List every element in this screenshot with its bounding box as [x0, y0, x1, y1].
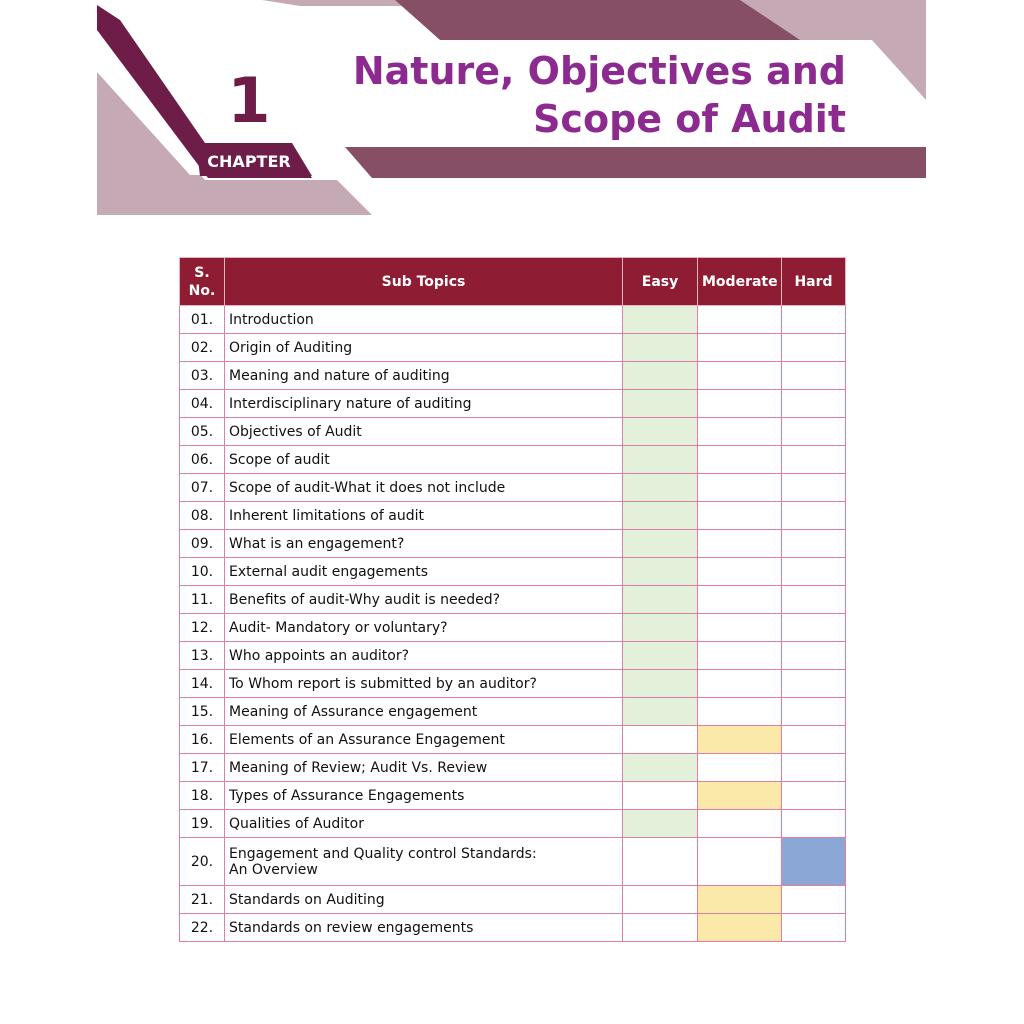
difficulty-easy-cell — [623, 782, 698, 810]
difficulty-easy-cell — [623, 362, 698, 390]
difficulty-moderate-cell — [698, 334, 782, 362]
row-number: 09. — [180, 530, 225, 558]
difficulty-moderate-cell — [698, 914, 782, 942]
difficulty-hard-cell — [782, 502, 846, 530]
row-topic: Engagement and Quality control Standards: An Overview — [225, 838, 623, 886]
difficulty-hard-cell — [782, 418, 846, 446]
row-number: 11. — [180, 586, 225, 614]
table-row — [180, 642, 846, 670]
row-topic: Audit- Mandatory or voluntary? — [225, 614, 623, 642]
row-topic: Who appoints an auditor? — [225, 642, 623, 670]
table-row — [180, 334, 846, 362]
difficulty-easy-cell — [623, 886, 698, 914]
row-topic: Standards on Auditing — [225, 886, 623, 914]
difficulty-hard-cell — [782, 726, 846, 754]
table-body — [180, 306, 846, 942]
difficulty-easy-cell — [623, 586, 698, 614]
difficulty-easy-cell — [623, 334, 698, 362]
row-topic: Inherent limitations of audit — [225, 502, 623, 530]
difficulty-easy-cell — [623, 810, 698, 838]
difficulty-moderate-cell — [698, 754, 782, 782]
row-number: 16. — [180, 726, 225, 754]
difficulty-hard-cell — [782, 306, 846, 334]
row-topic: Meaning and nature of auditing — [225, 362, 623, 390]
difficulty-hard-cell — [782, 642, 846, 670]
table-row — [180, 754, 846, 782]
row-number: 05. — [180, 418, 225, 446]
table-row — [180, 726, 846, 754]
difficulty-moderate-cell — [698, 418, 782, 446]
difficulty-easy-cell — [623, 726, 698, 754]
chapter-header-graphic — [0, 0, 1024, 230]
header-sno: S. No. — [180, 258, 225, 306]
difficulty-easy-cell — [623, 642, 698, 670]
header-sub-topics: Sub Topics — [225, 258, 623, 306]
difficulty-hard-cell — [782, 782, 846, 810]
row-number: 08. — [180, 502, 225, 530]
table-row — [180, 362, 846, 390]
table-row — [180, 558, 846, 586]
chapter-title-line-2: Scope of Audit — [533, 97, 846, 141]
row-number: 02. — [180, 334, 225, 362]
table-row — [180, 418, 846, 446]
difficulty-moderate-cell — [698, 838, 782, 886]
header-band-top — [395, 0, 800, 40]
row-topic: To Whom report is submitted by an auditor? — [225, 670, 623, 698]
row-number: 10. — [180, 558, 225, 586]
difficulty-moderate-cell — [698, 698, 782, 726]
difficulty-moderate-cell — [698, 614, 782, 642]
row-number: 07. — [180, 474, 225, 502]
chapter-title-line-1: Nature, Objectives and — [352, 49, 846, 93]
table-row — [180, 698, 846, 726]
difficulty-easy-cell — [623, 614, 698, 642]
row-number: 12. — [180, 614, 225, 642]
row-number: 17. — [180, 754, 225, 782]
table-row — [180, 530, 846, 558]
difficulty-hard-cell — [782, 390, 846, 418]
table-row — [180, 586, 846, 614]
difficulty-hard-cell — [782, 446, 846, 474]
difficulty-easy-cell — [623, 558, 698, 586]
difficulty-easy-cell — [623, 306, 698, 334]
table-row — [180, 810, 846, 838]
difficulty-easy-cell — [623, 446, 698, 474]
difficulty-easy-cell — [623, 670, 698, 698]
header-hard: Hard — [782, 258, 846, 306]
row-number: 20. — [180, 838, 225, 886]
difficulty-easy-cell — [623, 754, 698, 782]
row-number: 13. — [180, 642, 225, 670]
difficulty-moderate-cell — [698, 782, 782, 810]
difficulty-moderate-cell — [698, 362, 782, 390]
difficulty-moderate-cell — [698, 670, 782, 698]
row-topic: Types of Assurance Engagements — [225, 782, 623, 810]
difficulty-hard-cell — [782, 754, 846, 782]
difficulty-hard-cell — [782, 838, 846, 886]
difficulty-easy-cell — [623, 698, 698, 726]
difficulty-hard-cell — [782, 334, 846, 362]
difficulty-hard-cell — [782, 914, 846, 942]
difficulty-moderate-cell — [698, 726, 782, 754]
row-number: 18. — [180, 782, 225, 810]
row-number: 04. — [180, 390, 225, 418]
difficulty-moderate-cell — [698, 558, 782, 586]
difficulty-hard-cell — [782, 670, 846, 698]
table-row — [180, 474, 846, 502]
header-easy: Easy — [623, 258, 698, 306]
difficulty-easy-cell — [623, 474, 698, 502]
table-row — [180, 782, 846, 810]
chapter-label: CHAPTER — [207, 152, 291, 171]
difficulty-easy-cell — [623, 418, 698, 446]
row-topic: What is an engagement? — [225, 530, 623, 558]
row-number: 19. — [180, 810, 225, 838]
difficulty-easy-cell — [623, 530, 698, 558]
row-number: 01. — [180, 306, 225, 334]
table-row — [180, 390, 846, 418]
row-topic: Scope of audit-What it does not include — [225, 474, 623, 502]
difficulty-hard-cell — [782, 362, 846, 390]
row-number: 21. — [180, 886, 225, 914]
row-topic: Origin of Auditing — [225, 334, 623, 362]
row-number: 14. — [180, 670, 225, 698]
row-topic: Scope of audit — [225, 446, 623, 474]
row-number: 15. — [180, 698, 225, 726]
table-header-row — [180, 258, 846, 306]
difficulty-hard-cell — [782, 698, 846, 726]
difficulty-moderate-cell — [698, 390, 782, 418]
difficulty-hard-cell — [782, 530, 846, 558]
row-topic: Qualities of Auditor — [225, 810, 623, 838]
row-topic: Interdisciplinary nature of auditing — [225, 390, 623, 418]
difficulty-moderate-cell — [698, 642, 782, 670]
difficulty-moderate-cell — [698, 446, 782, 474]
difficulty-moderate-cell — [698, 502, 782, 530]
header-band-bottom — [345, 147, 926, 178]
difficulty-hard-cell — [782, 614, 846, 642]
row-number: 22. — [180, 914, 225, 942]
row-topic: Meaning of Assurance engagement — [225, 698, 623, 726]
difficulty-hard-cell — [782, 558, 846, 586]
difficulty-moderate-cell — [698, 530, 782, 558]
difficulty-hard-cell — [782, 886, 846, 914]
row-topic: Objectives of Audit — [225, 418, 623, 446]
table-row — [180, 670, 846, 698]
row-number: 03. — [180, 362, 225, 390]
difficulty-moderate-cell — [698, 586, 782, 614]
difficulty-easy-cell — [623, 838, 698, 886]
row-topic: Benefits of audit-Why audit is needed? — [225, 586, 623, 614]
chapter-number: 1 — [227, 64, 271, 137]
difficulty-hard-cell — [782, 474, 846, 502]
row-topic: Meaning of Review; Audit Vs. Review — [225, 754, 623, 782]
difficulty-easy-cell — [623, 914, 698, 942]
difficulty-moderate-cell — [698, 474, 782, 502]
table-row — [180, 502, 846, 530]
header-moderate: Moderate — [698, 258, 782, 306]
difficulty-hard-cell — [782, 810, 846, 838]
table-row — [180, 614, 846, 642]
sub-topics-table — [179, 257, 846, 942]
table-row — [180, 838, 846, 886]
row-topic: External audit engagements — [225, 558, 623, 586]
difficulty-hard-cell — [782, 586, 846, 614]
difficulty-moderate-cell — [698, 306, 782, 334]
table-row — [180, 914, 846, 942]
difficulty-easy-cell — [623, 390, 698, 418]
difficulty-moderate-cell — [698, 810, 782, 838]
table-row — [180, 306, 846, 334]
difficulty-moderate-cell — [698, 886, 782, 914]
row-topic: Elements of an Assurance Engagement — [225, 726, 623, 754]
table-row — [180, 886, 846, 914]
row-topic: Introduction — [225, 306, 623, 334]
row-number: 06. — [180, 446, 225, 474]
difficulty-easy-cell — [623, 502, 698, 530]
row-topic: Standards on review engagements — [225, 914, 623, 942]
table-row — [180, 446, 846, 474]
